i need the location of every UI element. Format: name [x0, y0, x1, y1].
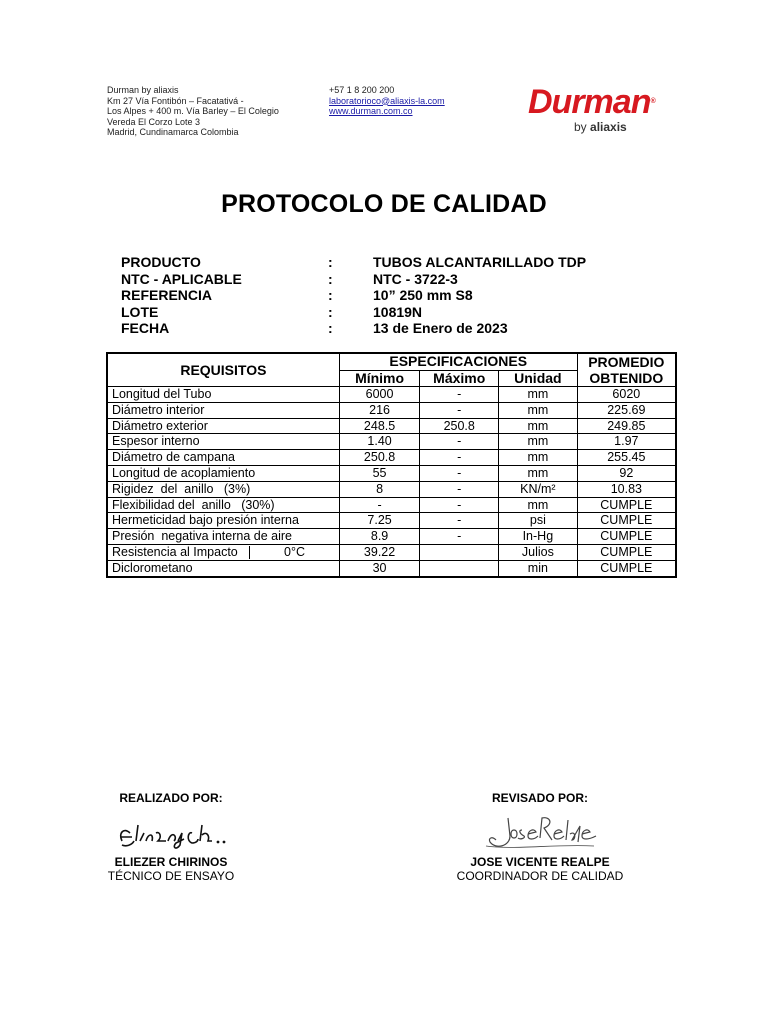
info-sep: : — [328, 303, 333, 320]
info-key: PRODUCTO — [121, 254, 201, 270]
cell-unidad: mm — [499, 418, 578, 434]
cell-maximo: - — [420, 497, 499, 513]
requirements-table — [106, 352, 677, 578]
cell-requisito — [107, 544, 339, 560]
table-row — [107, 434, 676, 450]
header-minimo: Mínimo — [339, 370, 420, 387]
company-address — [107, 85, 279, 138]
cell-maximo: 250.8 — [420, 418, 499, 434]
cell-requisito: Presión negativa interna de aire — [107, 529, 339, 545]
logo-brand: Durman — [528, 83, 651, 121]
cell-promedio: 255.45 — [577, 450, 676, 466]
cell-divider — [249, 546, 250, 559]
address-line: Madrid, Cundinamarca Colombia — [107, 127, 239, 138]
table-row — [107, 529, 676, 545]
cell-promedio: 10.83 — [577, 481, 676, 497]
cell-maximo — [420, 544, 499, 560]
table-row — [107, 497, 676, 513]
signature-block-right-text — [455, 855, 625, 883]
cell-maximo: - — [420, 529, 499, 545]
cell-maximo: - — [420, 387, 499, 403]
table-row — [107, 560, 676, 576]
signature-right-image — [484, 806, 604, 858]
header-unidad: Unidad — [499, 370, 578, 387]
cell-minimo: 1.40 — [339, 434, 420, 450]
cell-requisito: Flexibilidad del anillo (30%) — [107, 497, 339, 513]
cell-maximo: - — [420, 481, 499, 497]
cell-promedio: 249.85 — [577, 418, 676, 434]
document-title: PROTOCOLO DE CALIDAD — [221, 190, 547, 218]
company-contact — [329, 85, 445, 117]
cell-unidad: mm — [499, 387, 578, 403]
logo-sub-brand: aliaxis — [590, 120, 627, 134]
info-key: FECHA — [121, 320, 170, 337]
signer-role: TÉCNICO DE ENSAYO — [107, 869, 235, 883]
cell-unidad: psi — [499, 513, 578, 529]
table-row — [107, 544, 676, 560]
cell-minimo: 8 — [339, 481, 420, 497]
requisito-label: Resistencia al Impacto — [112, 544, 238, 559]
email-link[interactable]: laboratorioco@aliaxis-la.com — [329, 95, 445, 106]
info-value: 10819N — [373, 303, 423, 320]
cell-promedio: CUMPLE — [577, 529, 676, 545]
cell-minimo: 6000 — [339, 387, 420, 403]
cell-promedio: CUMPLE — [577, 497, 676, 513]
cell-maximo: - — [420, 434, 499, 450]
address-line: Vereda El Corzo Lote 3 — [107, 116, 201, 127]
cell-minimo: 8.9 — [339, 529, 420, 545]
signer-name: ELIEZER CHIRINOS — [114, 855, 228, 869]
cell-unidad: Julios — [499, 544, 578, 560]
signature-block-right — [455, 791, 625, 805]
info-key: REFERENCIA — [121, 287, 213, 304]
cell-requisito: Longitud de acoplamiento — [107, 465, 339, 481]
cell-unidad: mm — [499, 450, 578, 466]
address-line: Los Alpes + 400 m. Vía Barley – El Colegio — [107, 106, 279, 117]
cell-minimo: 55 — [339, 465, 420, 481]
info-value: NTC - 3722-3 — [373, 270, 458, 287]
signature-block-left — [86, 791, 256, 805]
cell-requisito: Diclorometano — [107, 560, 339, 576]
info-value: 10” 250 mm S8 — [373, 287, 473, 304]
cell-minimo: 7.25 — [339, 513, 420, 529]
cell-maximo: - — [420, 465, 499, 481]
info-sep: : — [328, 254, 333, 270]
header-maximo: Máximo — [420, 370, 499, 387]
cell-minimo: - — [339, 497, 420, 513]
cell-minimo: 30 — [339, 560, 420, 576]
info-sep: : — [328, 320, 333, 337]
cell-maximo: - — [420, 402, 499, 418]
phone-number: +57 1 8 200 200 — [329, 85, 395, 95]
table-row — [107, 402, 676, 418]
table-row — [107, 481, 676, 497]
cell-promedio: CUMPLE — [577, 544, 676, 560]
cell-minimo: 39.22 — [339, 544, 420, 560]
table-row — [107, 513, 676, 529]
signature-heading: REVISADO POR: — [491, 791, 588, 805]
table-row — [107, 450, 676, 466]
cell-requisito: Rigidez del anillo (3%) — [107, 481, 339, 497]
table-row — [107, 387, 676, 403]
cell-requisito: Diámetro interior — [107, 402, 339, 418]
cell-unidad: min — [499, 560, 578, 576]
cell-promedio: CUMPLE — [577, 513, 676, 529]
info-key: NTC - APLICABLE — [121, 270, 242, 287]
signature-left-image — [114, 811, 240, 855]
info-key: LOTE — [121, 303, 159, 320]
table-row — [107, 418, 676, 434]
cell-unidad: KN/m² — [499, 481, 578, 497]
cell-maximo — [420, 560, 499, 576]
cell-requisito: Hermeticidad bajo presión interna — [107, 513, 339, 529]
cell-unidad: mm — [499, 497, 578, 513]
cell-unidad: mm — [499, 465, 578, 481]
cell-unidad: mm — [499, 402, 578, 418]
cell-requisito: Longitud del Tubo — [107, 387, 339, 403]
info-sep: : — [328, 287, 333, 304]
header-especificaciones: ESPECIFICACIONES — [339, 353, 577, 370]
website-link[interactable]: www.durman.com.co — [329, 106, 413, 117]
logo-sub-prefix: by — [574, 120, 591, 134]
cell-minimo: 248.5 — [339, 418, 420, 434]
cell-promedio: 1.97 — [577, 434, 676, 450]
cell-promedio: CUMPLE — [577, 560, 676, 576]
cell-maximo: - — [420, 450, 499, 466]
info-value: 13 de Enero de 2023 — [373, 320, 508, 337]
signature-block-left-text — [86, 855, 256, 883]
cell-minimo: 216 — [339, 402, 420, 418]
signer-name: JOSE VICENTE REALPE — [470, 855, 610, 869]
info-sep: : — [328, 270, 333, 287]
address-line: Durman by aliaxis — [107, 85, 179, 95]
cell-maximo: - — [420, 513, 499, 529]
durman-logo: Durman® by aliaxis — [528, 83, 655, 134]
cell-requisito: Diámetro de campana — [107, 450, 339, 466]
requisito-temperature: 0°C — [284, 544, 305, 559]
signature-heading: REALIZADO POR: — [119, 791, 223, 805]
cell-unidad: mm — [499, 434, 578, 450]
signer-role: COORDINADOR DE CALIDAD — [456, 869, 624, 883]
header-requisitos: REQUISITOS — [107, 353, 339, 387]
cell-promedio: 92 — [577, 465, 676, 481]
info-value: TUBOS ALCANTARILLADO TDP — [373, 254, 587, 270]
header-promedio: PROMEDIO OBTENIDO — [577, 353, 676, 387]
cell-requisito: Espesor interno — [107, 434, 339, 450]
cell-unidad: In-Hg — [499, 529, 578, 545]
address-line: Km 27 Vía Fontibón – Facatativá - — [107, 95, 244, 106]
table-row — [107, 465, 676, 481]
cell-promedio: 6020 — [577, 387, 676, 403]
cell-minimo: 250.8 — [339, 450, 420, 466]
cell-promedio: 225.69 — [577, 402, 676, 418]
cell-requisito: Diámetro exterior — [107, 418, 339, 434]
